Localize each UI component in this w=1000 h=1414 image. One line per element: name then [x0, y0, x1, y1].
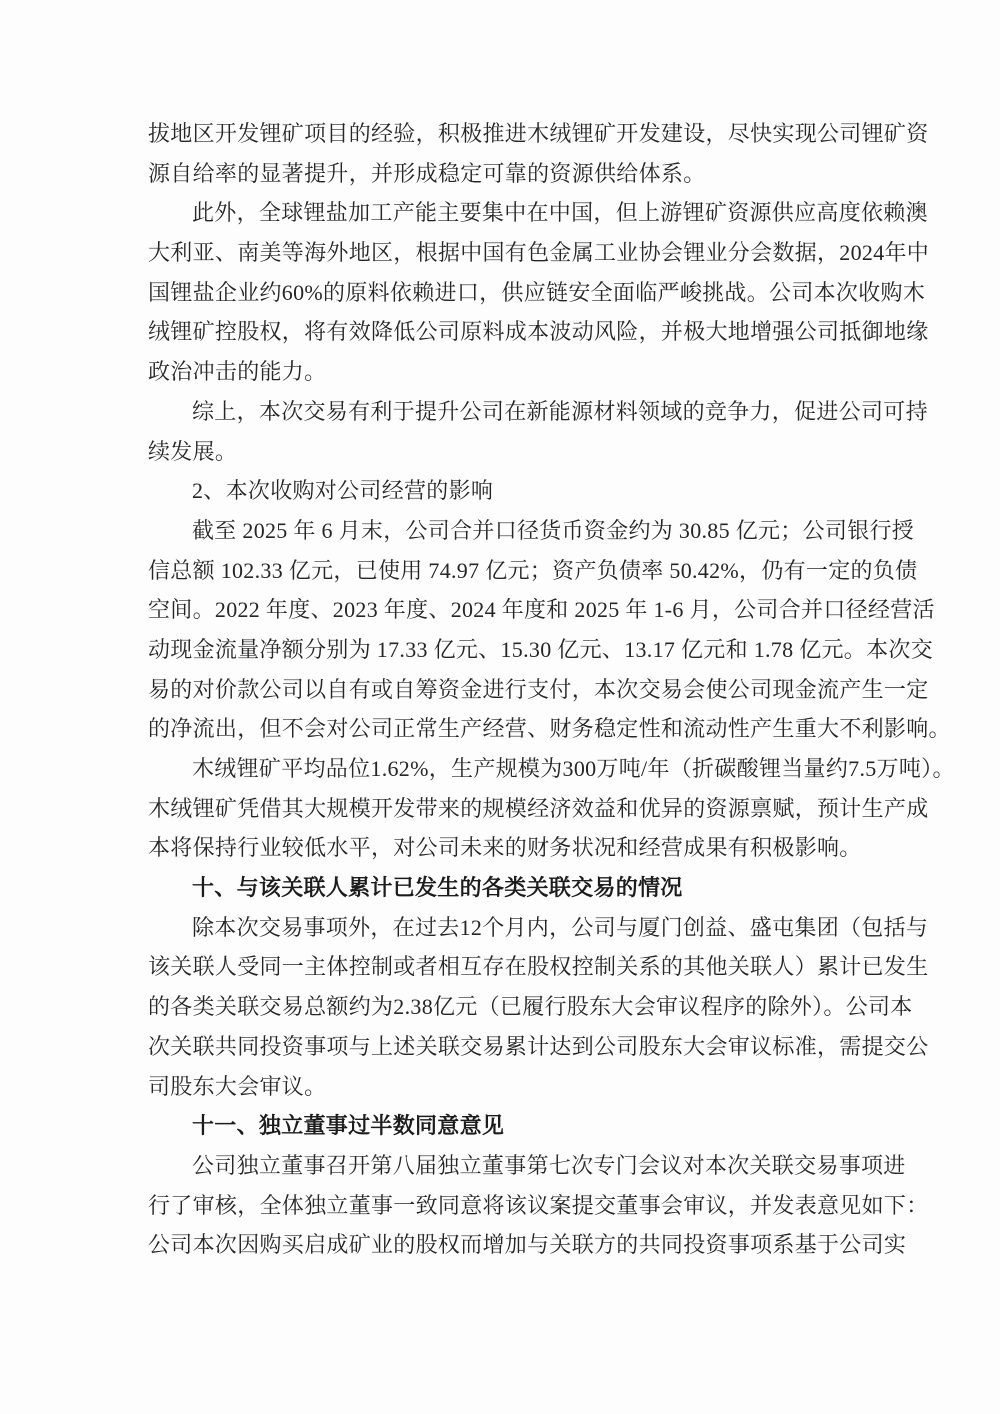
sub-heading: 2、本次收购对公司经营的影响 [192, 478, 494, 504]
section-heading: 十、与该关联人累计已发生的各类关联交易的情况 [192, 875, 683, 901]
section-heading: 十一、独立董事过半数同意意见 [192, 1113, 505, 1139]
text-line: 该关联人受同一主体控制或者相互存在股权控制关系的其他关联人）累计已发生 [148, 954, 929, 980]
text-line: 大利亚、南美等海外地区，根据中国有色金属工业协会锂业分会数据，2024年中 [148, 240, 930, 266]
text-line: 本将保持行业较低水平，对公司未来的财务状况和经营成果有积极影响。 [148, 835, 862, 861]
text-line: 绒锂矿控股权，将有效降低公司原料成本波动风险，并极大地增强公司抵御地缘 [148, 319, 929, 345]
text-line: 综上，本次交易有利于提升公司在新能源材料领域的竞争力，促进公司可持 [192, 398, 928, 424]
text-block [148, 114, 955, 1265]
text-line: 木绒锂矿平均品位1.62%，生产规模为300万吨/年（折碳酸锂当量约7.5万吨）。 [192, 756, 955, 781]
text-line: 次关联共同投资事项与上述关联交易累计达到公司股东大会审议标准，需提交公 [148, 1033, 929, 1059]
text-line: 动现金流量净额分别为 17.33 亿元、15.30 亿元、13.17 亿元和 1.78 亿元。本次交 [148, 636, 934, 662]
text-line: 的净流出，但不会对公司正常生产经营、财务稳定性和流动性产生重大不利影响。 [148, 716, 951, 742]
text-line: 行了审核，全体独立董事一致同意将该议案提交董事会审议，并发表意见如下： [148, 1192, 929, 1218]
text-line: 续发展。 [148, 438, 238, 464]
text-line: 公司独立董事召开第八届独立董事第七次专门会议对本次关联交易事项进 [192, 1152, 906, 1178]
text-line: 截至 2025 年 6 月末，公司合并口径货币资金约为 30.85 亿元；公司银行授 [192, 517, 915, 543]
text-line: 的各类关联交易总额约为2.38亿元（已履行股东大会审议程序的除外）。公司本 [148, 994, 913, 1020]
text-line: 除本次交易事项外，在过去12个月内，公司与厦门创益、盛屯集团（包括与 [192, 914, 929, 940]
text-line: 空间。2022 年度、2023 年度、2024 年度和 2025 年 1-6 月，公司合并口径经营活 [148, 597, 935, 623]
text-line: 政治冲击的能力。 [148, 359, 327, 385]
text-line: 源自给率的显著提升，并形成稳定可靠的资源供给体系。 [148, 160, 706, 186]
text-line: 公司本次因购买启成矿业的股权而增加与关联方的共同投资事项系基于公司实 [148, 1232, 907, 1258]
text-line: 此外，全球锂盐加工产能主要集中在中国，但上游锂矿资源供应高度依赖澳 [192, 200, 928, 226]
text-line: 司股东大会审议。 [148, 1073, 327, 1099]
text-line: 易的对价款公司以自有或自筹资金进行支付，本次交易会使公司现金流产生一定 [148, 676, 929, 702]
text-line: 木绒锂矿凭借其大规模开发带来的规模经济效益和优异的资源禀赋，预计生产成 [148, 795, 929, 821]
text-line: 拔地区开发锂矿项目的经验，积极推进木绒锂矿开发建设，尽快实现公司锂矿资 [148, 121, 929, 146]
text-line: 国锂盐企业约60%的原料依赖进口，供应链安全面临严峻挑战。公司本次收购木 [148, 279, 926, 305]
text-line: 信总额 102.33 亿元，已使用 74.97 亿元；资产负债率 50.42%，仍有一定的负债 [148, 557, 918, 583]
